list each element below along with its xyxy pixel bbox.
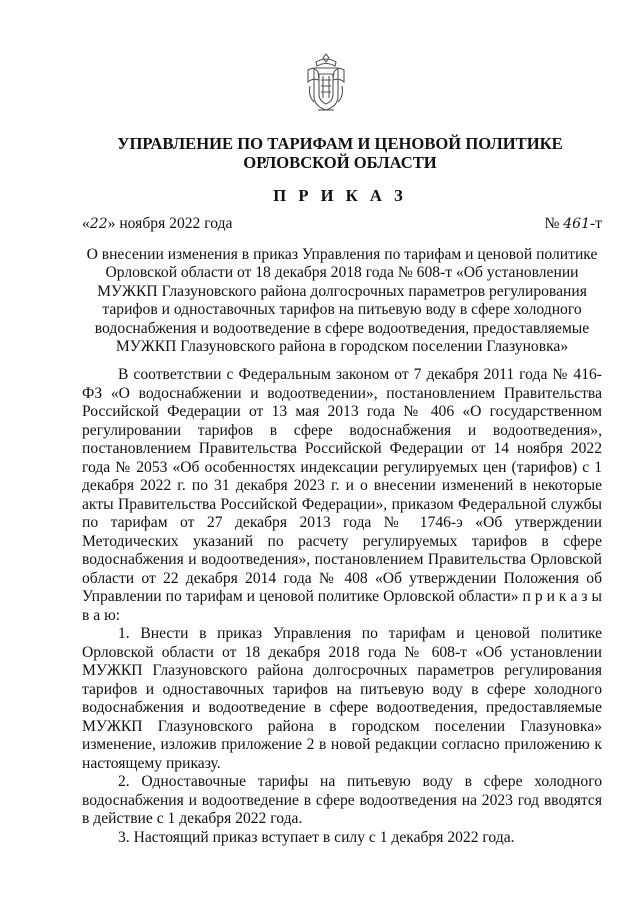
organization-name-line2: ОРЛОВСКОЙ ОБЛАСТИ xyxy=(243,153,437,172)
coat-of-arms-emblem xyxy=(304,52,348,114)
number-suffix: -т xyxy=(589,215,602,232)
organization-name-line1: УПРАВЛЕНИЕ ПО ТАРИФАМ И ЦЕНОВОЙ ПОЛИТИКЕ xyxy=(117,134,563,153)
order-body xyxy=(82,366,602,847)
preamble-paragraph: В соответствии с Федеральным законом от 7 декабря 2011 года № 416-ФЗ «О водоснабжении и водоотведении», постановлением Правительства Российской Федерации от 13 мая 2013 года № 406 «О государственном регулировании тарифов в сфере водоснабжения и водоотведения», постановлением Правительства Российской Федерации от 14 ноября 2022 года № 2053 «Об особенностях индексации регулируемых цен (тарифов) с 1 декабря 2022 г. по 31 декабря 2023 г. и о внесении изменений в некоторые акты Правительства Российской Федерации», приказом Федеральной службы по тарифам от 27 декабря 2013 года № 1746-э «Об утверждении Методических указаний по расчету регулируемых тарифов в сфере водоснабжения и водоотведения», постановлением Правительства Орловской области от 22 декабря 2014 года № 408 «Об утверждении Положения об Управлении по тарифам и ценовой политике Орловской области» п р и к а з ы в а ю: xyxy=(82,366,602,624)
date-month-year: ноября 2022 года xyxy=(119,215,233,232)
number-sign: № xyxy=(544,215,560,232)
order-item-2: 2. Одноставочные тарифы на питьевую воду в сфере холодного водоснабжения и водоотведение в сфере водоотведения на 2023 год вводятся в действие с 1 декабря 2022 года. xyxy=(82,773,602,827)
order-subject: О внесении изменения в приказ Управления по тарифам и ценовой политике Орловской области от 18 декабря 2018 года № 608-т «Об установлении МУЖКП Глазуновского района долгосрочных параметров регулирования тарифов и одноставочных тарифов на питьевую воду в сфере холодного водоснабжения и водоотведение в сфере водоотведения, предоставляемые МУЖКП Глазуновского района в городском поселении Глазуновка» xyxy=(86,246,598,356)
order-item-1: 1. Внести в приказ Управления по тарифам и ценовой политике Орловской области от 18 декабря 2018 года № 608-т «Об установлении МУЖКП Глазуновского района долгосрочных параметров регулирования тарифов и одноставочных тарифов на питьевую воду в сфере холодного водоснабжения и водоотведение в сфере водоотведения, предоставляемые МУЖКП Глазуновского района в городском поселении Глазуновка» изменение, изложив приложение 2 в новой редакции согласно приложению к настоящему приказу. xyxy=(82,625,602,772)
document-type-title: П Р И К А З xyxy=(273,186,407,205)
organization-header xyxy=(60,134,620,172)
order-number xyxy=(544,215,602,233)
order-item-3: 3. Настоящий приказ вступает в силу с 1 декабря 2022 года. xyxy=(118,828,515,846)
order-date: «22» ноября 2022 года xyxy=(82,215,233,232)
handwritten-number: 461 xyxy=(563,216,590,232)
handwritten-day: 22 xyxy=(89,216,108,232)
